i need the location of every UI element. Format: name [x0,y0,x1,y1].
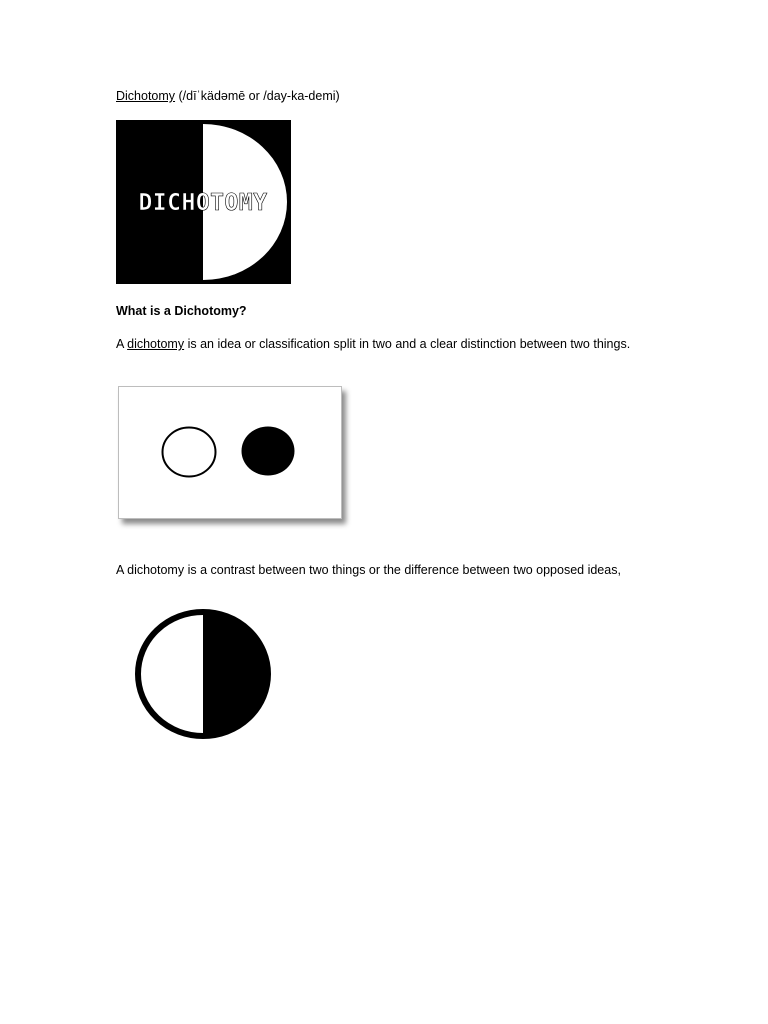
two-circles-image [118,386,342,519]
title-line [116,88,340,104]
definition-term: dichotomy [127,337,185,351]
hollow-circle [163,428,216,477]
dichotomy-logo-image [116,120,291,284]
filled-circle [242,427,295,476]
half-circle-graphic [132,608,274,742]
title-pronunciation: (/dīˈkädəmē or /day-ka-demi) [175,89,340,103]
contrast-sentence: A dichotomy is a contrast between two things or the difference between two opposed ideas, [116,563,621,577]
half-circle-dark-side [203,612,268,736]
definition-prefix: A [116,337,128,351]
dichotomy-logo-graphic [116,120,291,284]
title-term: Dichotomy [116,89,176,103]
section-heading: What is a Dichotomy? [116,304,247,318]
logo-text: DICHOTOMY [138,190,268,216]
half-circle-image [132,608,274,742]
two-circles-graphic [119,387,341,518]
definition-text: is an idea or classification split in two and a clear distinction between two things. [184,337,631,351]
definition-paragraph [116,336,652,352]
